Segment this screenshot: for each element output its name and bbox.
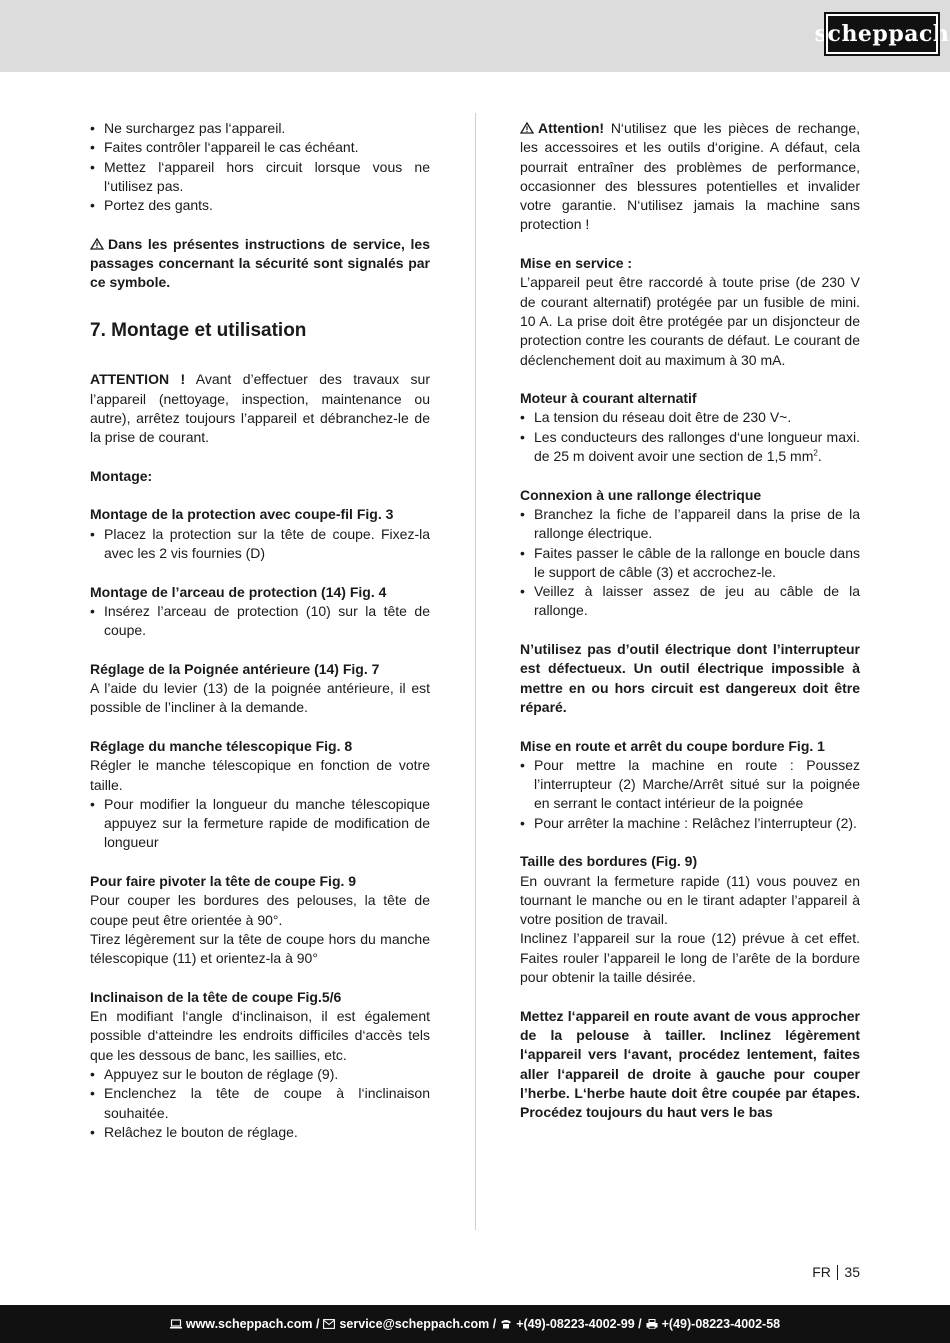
s2-list (90, 602, 430, 641)
attention-label: ATTENTION ! (90, 371, 186, 388)
subsection-title: Connexion à une rallonge électrique (520, 486, 762, 503)
list-item: • Branchez la fiche de l’appareil dans la prise de la rallonge électrique. (520, 505, 860, 544)
bold-instruction: Mettez l‘appareil en route avant de vous approcher de la pelouse à tailler. Inclinez légèrement l‘appareil vers l‘avant, procédez lentement, faites aller l‘appareil de droite à gauche pour couper l’herbe. L‘herbe haute doit être coupée par étapes. Procédez toujours du haut vers le bas (520, 1007, 860, 1121)
attention-label: Attention! (538, 120, 605, 136)
paragraph: L’appareil peut être raccordé à toute prise (de 230 V de courant alternatif) protégée par un fusible de mini. 10 A. La prise doit être protégée par un disjoncteur de protection contre les courants de défaut. Le courant de déclenchement doit au maximum à 30 mA. (520, 274, 860, 368)
list-item: • Insérez l’arceau de protection (10) sur la tête de coupe. (90, 602, 430, 641)
computer-icon (170, 1319, 182, 1329)
bullets-top (90, 119, 430, 215)
column-divider (475, 113, 476, 1230)
subsection-title: Mise en route et arrêt du coupe bordure Fig. 1 (520, 737, 825, 754)
attention-text: Avant d’effectuer des travaux sur l’appareil (nettoyage, inspection, maintenance ou autre), arrêtez toujours l’appareil et débranchez-le de la prise de courant. (90, 371, 430, 446)
subsection-title: Pour faire pivoter la tête de coupe Fig. 9 (90, 872, 357, 889)
footer (0, 1305, 950, 1343)
paragraph: En modifiant l‘angle d‘inclinaison, il est également possible d‘atteindre les endroits difficiles d‘accès tels que les dessous de banc, les saillies, etc. (90, 1008, 430, 1063)
list-item-end: . (817, 448, 822, 465)
footer-web[interactable]: www.scheppach.com / (185, 1317, 320, 1331)
header-band (0, 0, 950, 72)
list-item: • Relâchez le bouton de réglage. (90, 1123, 430, 1142)
phone-icon (500, 1319, 512, 1329)
mail-icon (323, 1319, 335, 1329)
safety-note-text: Dans les présentes instructions de service, les passages concernant la sécurité sont signalés par ce symbole. (90, 235, 430, 291)
list-item: • La tension du réseau doit être de 230 V~. (520, 408, 860, 427)
list-item: • Faites passer le câble de la rallonge en boucle dans le support de câble (3) et accrochez-le. (520, 544, 860, 583)
list-item: • Placez la protection sur la tête de coupe. Fixez-la avec les 2 vis fournies (D) (90, 525, 430, 564)
subsection-title: Réglage du manche télescopique Fig. 8 (90, 737, 353, 754)
list-item: • Pour mettre la machine en route : Poussez l’interrupteur (2) Marche/Arrêt situé sur la poignée en serrant le contact intérieur de la poignée (520, 756, 860, 814)
page-lang: FR (812, 1264, 831, 1280)
page-number (812, 1264, 860, 1280)
subsection-title: Montage de la protection avec coupe-fil Fig. 3 (90, 506, 394, 523)
list-item: • Pour modifier la longueur du manche télescopique appuyez sur la fermeture rapide de modification de longueur (90, 795, 430, 853)
footer-phone[interactable]: +(49)-08223-4002-99 / (516, 1317, 642, 1331)
right-column (520, 119, 860, 1122)
s1-list (90, 525, 430, 564)
list-item: • Veillez à laisser assez de jeu au câble de la rallonge. (520, 582, 860, 621)
list-item: • Portez des gants. (90, 196, 430, 215)
paragraph: A l’aide du levier (13) de la poignée antérieure, il est possible de l’incliner à la demande. (90, 680, 430, 716)
page-number-value: 35 (844, 1264, 860, 1280)
paragraph: Régler le manche télescopique en fonction de votre taille. (90, 757, 430, 793)
subsection-title: Montage de l’arceau de protection (14) Fig. 4 (90, 583, 387, 600)
warning-icon (90, 238, 104, 250)
montage-label: Montage: (90, 467, 153, 484)
section-title: 7. Montage et utilisation (90, 319, 307, 341)
list-item-text: Les conducteurs des rallonges d‘une longueur maxi. de 25 m doivent avoir une section de 1,5 mm (534, 428, 860, 465)
list-item: • Appuyez sur le bouton de réglage (9). (90, 1065, 430, 1084)
list-item: • Faites contrôler l‘appareil le cas échéant. (90, 138, 430, 157)
footer-email[interactable]: service@scheppach.com / (339, 1317, 497, 1331)
superscript: 2 (813, 448, 818, 458)
s6-list (90, 1065, 430, 1142)
left-column (90, 119, 430, 1142)
list-item (520, 428, 860, 467)
attention-text: N‘utilisez que les pièces de rechange, les accessoires et les outils d‘origine. A défaut, cela pourrait entraîner des problèmes de performance, occasionner des blessures potentielles et invalider votre garantie. N‘utilisez jamais la machine sans protection ! (520, 120, 860, 233)
page-separator (837, 1265, 839, 1280)
fax-icon (646, 1319, 658, 1329)
paragraph: Inclinez l’appareil sur la roue (12) prévue à cet effet. Faites rouler l’appareil le long de l’arête de la bordure pour obtenir la taille désirée. (520, 930, 860, 986)
subsection-title: Moteur à courant alternatif (520, 390, 697, 407)
bold-warning: N’utilisez pas d’outil électrique dont l’interrupteur est défectueux. Un outil électrique impossible à mettre en ou hors circuit est dangereux doit être réparé. (520, 641, 860, 715)
attention-paragraph (90, 370, 430, 447)
subsection-title: Taille des bordures (Fig. 9) (520, 853, 698, 870)
paragraph: Tirez légèrement sur la tête de coupe hors du manche télescopique (11) et orientez-la à 90° (90, 930, 430, 967)
s4-list (90, 795, 430, 853)
warning-icon (520, 122, 534, 134)
subsection-title: Mise en service : (520, 255, 633, 272)
scheppach-logo: scheppach (826, 14, 938, 54)
paragraph: En ouvrant la fermeture rapide (11) vous pouvez en tournant le manche ou en le tirant adapter l’appareil à votre position de travail. (520, 872, 860, 928)
attention-paragraph (520, 119, 860, 235)
list-item: • Enclenchez la tête de coupe à l‘inclinaison souhaitée. (90, 1084, 430, 1123)
list-item: • Pour arrêter la machine : Relâchez l’interrupteur (2). (520, 814, 860, 833)
subsection-title: Inclinaison de la tête de coupe Fig.5/6 (90, 988, 342, 1005)
subsection-title: Réglage de la Poignée antérieure (14) Fig. 7 (90, 660, 380, 677)
paragraph: Pour couper les bordures des pelouses, la tête de coupe peut être orientée à 90°. (90, 892, 430, 928)
footer-fax[interactable]: +(49)-08223-4002-58 (661, 1317, 781, 1331)
list-item: • Ne surchargez pas l‘appareil. (90, 119, 430, 138)
r5-list (520, 756, 860, 833)
r2-list (520, 408, 860, 466)
r3-list (520, 505, 860, 621)
safety-note (90, 235, 430, 293)
list-item: • Mettez l‘appareil hors circuit lorsque vous ne l‘utilisez pas. (90, 158, 430, 197)
